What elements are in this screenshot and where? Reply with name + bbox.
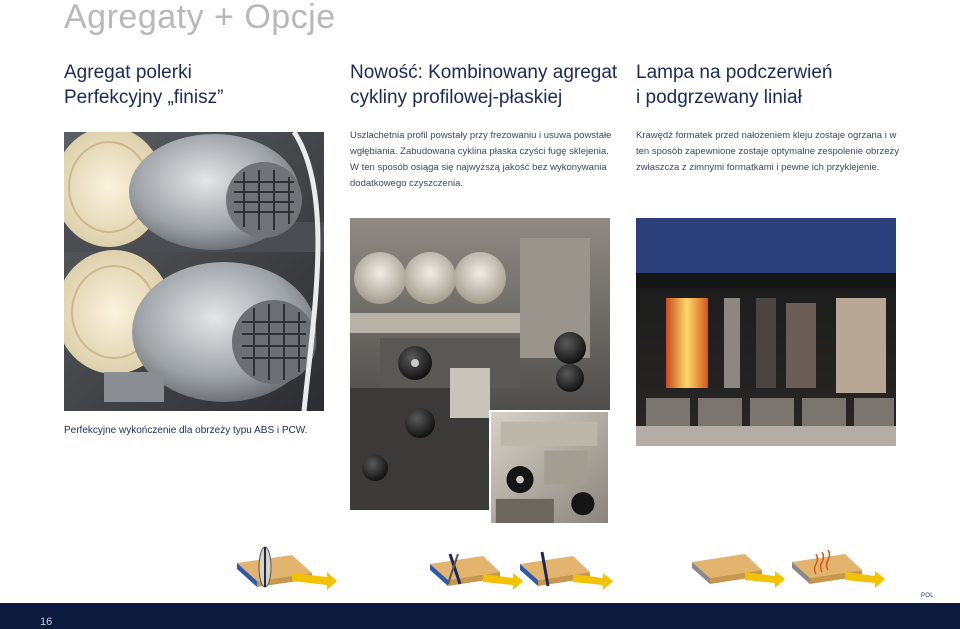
heated-edge-diagram [790, 548, 890, 594]
scraper-unit-title [350, 60, 617, 110]
infrared-desc-line: ten sposób zapewnione zostaje optymalne zespolenie obrzeży [636, 146, 899, 157]
profile-scraper-diagram [428, 548, 528, 594]
infrared-lamp-title-line1: Lampa na podczerwień [636, 62, 833, 83]
scraper-closeup-photo [489, 410, 610, 525]
polishing-unit-title-line1: Agregat polerki [64, 62, 192, 83]
infrared-lamp-title-line2: i podgrzewany liniał [636, 87, 802, 108]
scraper-desc-line: W ten sposób osiąga się najwyższą jakość bez wykonywania [350, 162, 607, 173]
polishing-diagram [232, 545, 342, 595]
scraper-desc-line: Uszlachetnia profil powstały przy frezowaniu i usuwa powstałe [350, 130, 612, 141]
polishing-unit-title-line2: Perfekcyjny „finisz” [64, 87, 224, 108]
polishing-unit-title [64, 60, 223, 110]
polishing-unit-photo [64, 132, 324, 411]
polishing-unit-caption: Perfekcyjne wykończenie dla obrzeży typu ABS i PCW. [64, 425, 308, 436]
infrared-lamp-photo [636, 218, 896, 446]
infrared-desc-line: zwłaszcza z zimnymi formatkami i pewne ich przyklejenie. [636, 162, 880, 173]
flat-scraper-diagram [518, 548, 618, 594]
scraper-unit-description [350, 128, 620, 192]
scraper-unit-title-line2: cykliny profilowej-płaskiej [350, 87, 563, 108]
scraper-desc-line: wgłębiania. Zabudowana cyklina płaska czyści fugę sklejenia. [350, 146, 609, 157]
infrared-lamp-title [636, 60, 832, 110]
scraper-desc-line: dodatkowego czyszczenia. [350, 178, 464, 189]
infrared-lamp-description [636, 128, 916, 176]
footer-bar [0, 603, 960, 629]
scraper-unit-title-line1: Nowość: Kombinowany agregat [350, 62, 618, 83]
language-code: POL [921, 593, 934, 599]
page-title: Agregaty + Opcje [64, 0, 336, 36]
infrared-heating-diagram [690, 548, 790, 594]
page-number: 16 [40, 616, 53, 628]
infrared-desc-line: Krawędź formatek przed nałożeniem kleju zostaje ogrzana i w [636, 130, 897, 141]
